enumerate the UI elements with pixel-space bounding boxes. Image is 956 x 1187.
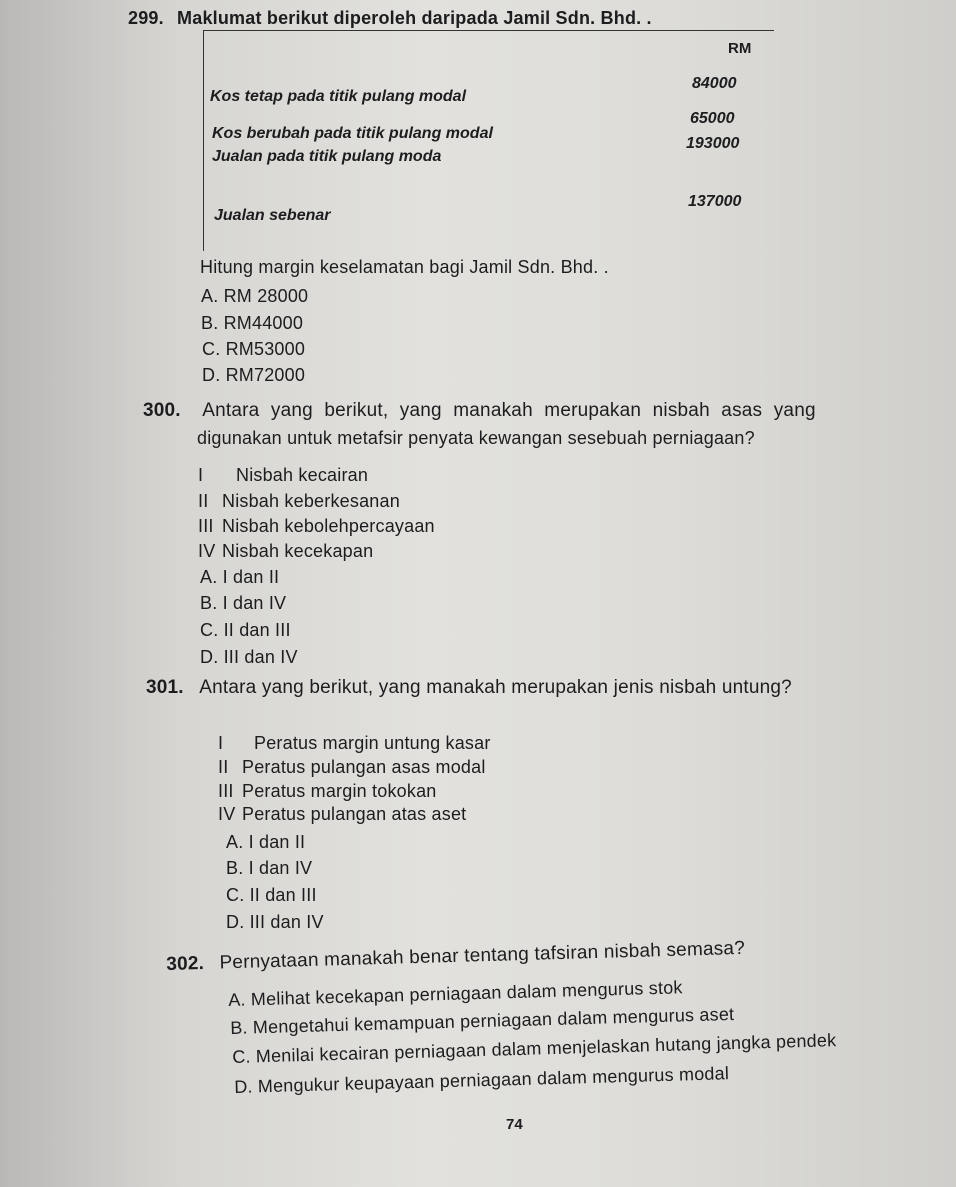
table-row-label: Jualan sebenar	[214, 207, 331, 224]
roman-numeral: IV	[218, 804, 236, 824]
page-number: 74	[506, 1116, 523, 1133]
roman-numeral: II	[198, 491, 209, 511]
option-d: D. III dan IV	[226, 912, 324, 932]
question-302	[166, 938, 745, 976]
question-prompt: Hitung margin keselamatan bagi Jamil Sdn. Bhd. .	[200, 257, 609, 277]
option-b: B. I dan IV	[226, 858, 313, 878]
currency-header: RM	[728, 40, 752, 57]
statement-text: Peratus pulangan atas aset	[242, 804, 467, 824]
roman-numeral: I	[218, 733, 224, 753]
roman-numeral: III	[218, 781, 234, 801]
option-d: D. RM72000	[202, 365, 306, 385]
statement-item	[198, 465, 368, 486]
table-row-value: 84000	[692, 75, 737, 92]
question-stem: Antara yang berikut, yang manakah merupakan nisbah asas yang	[202, 400, 816, 421]
statement-text: Nisbah kecairan	[236, 465, 369, 485]
question-stem-cont: digunakan untuk metafsir penyata kewangan sesebuah perniagaan?	[197, 428, 755, 448]
statement-text: Nisbah kecekapan	[222, 541, 374, 561]
question-300	[143, 400, 816, 422]
option-b: B. I dan IV	[200, 593, 287, 613]
option-c: C. RM53000	[202, 339, 306, 359]
roman-numeral: IV	[198, 541, 216, 561]
statement-item	[218, 804, 466, 825]
option-b: B. Mengetahui kemampuan perniagaan dalam mengurus aset	[230, 1003, 735, 1038]
roman-numeral: I	[198, 465, 204, 485]
statement-text: Peratus margin untung kasar	[254, 733, 491, 753]
table-row-label: Kos berubah pada titik pulang modal	[212, 125, 493, 142]
question-stem: Pernyataan manakah benar tentang tafsiran nisbah semasa?	[219, 937, 746, 974]
statement-item	[218, 733, 491, 754]
table-row-value: 137000	[688, 193, 742, 210]
option-d: D. III dan IV	[200, 647, 298, 667]
question-number: 300.	[143, 400, 181, 421]
roman-numeral: II	[218, 757, 229, 777]
option-c: C. II dan III	[200, 620, 291, 640]
question-number: 299.	[128, 8, 164, 28]
question-299	[128, 8, 652, 29]
roman-numeral: III	[198, 516, 214, 536]
table-row-label: Kos tetap pada titik pulang modal	[210, 88, 467, 105]
statement-text: Nisbah kebolehpercayaan	[222, 516, 435, 536]
statement-text: Peratus pulangan asas modal	[242, 757, 486, 777]
statement-item	[218, 781, 437, 802]
statement-text: Peratus margin tokokan	[242, 781, 437, 801]
option-b: B. RM44000	[201, 313, 304, 333]
option-d: D. Mengukur keupayaan perniagaan dalam mengurus modal	[234, 1063, 730, 1097]
question-stem: Maklumat berikut diperoleh daripada Jamil Sdn. Bhd. .	[177, 8, 652, 28]
option-c: C. II dan III	[226, 885, 317, 905]
question-stem: Antara yang berikut, yang manakah merupakan jenis nisbah untung?	[199, 677, 792, 698]
statement-item	[198, 491, 400, 512]
option-a: A. RM 28000	[201, 286, 309, 306]
option-a: A. I dan II	[200, 567, 280, 587]
question-number: 302.	[166, 952, 205, 975]
table-row-value: 193000	[686, 135, 740, 152]
question-number: 301.	[146, 677, 184, 698]
table-row-label: Jualan pada titik pulang moda	[212, 148, 442, 165]
statement-item	[198, 516, 435, 537]
option-a: A. Melihat kecekapan perniagaan dalam mengurus stok	[228, 977, 683, 1010]
table-row-value: 65000	[690, 110, 735, 127]
option-c: C. Menilai kecairan perniagaan dalam menjelaskan hutang jangka pendek	[232, 1030, 837, 1067]
statement-item	[198, 541, 373, 562]
statement-text: Nisbah keberkesanan	[222, 491, 400, 511]
statement-item	[218, 757, 486, 778]
option-a: A. I dan II	[226, 832, 306, 852]
question-301	[146, 677, 792, 699]
